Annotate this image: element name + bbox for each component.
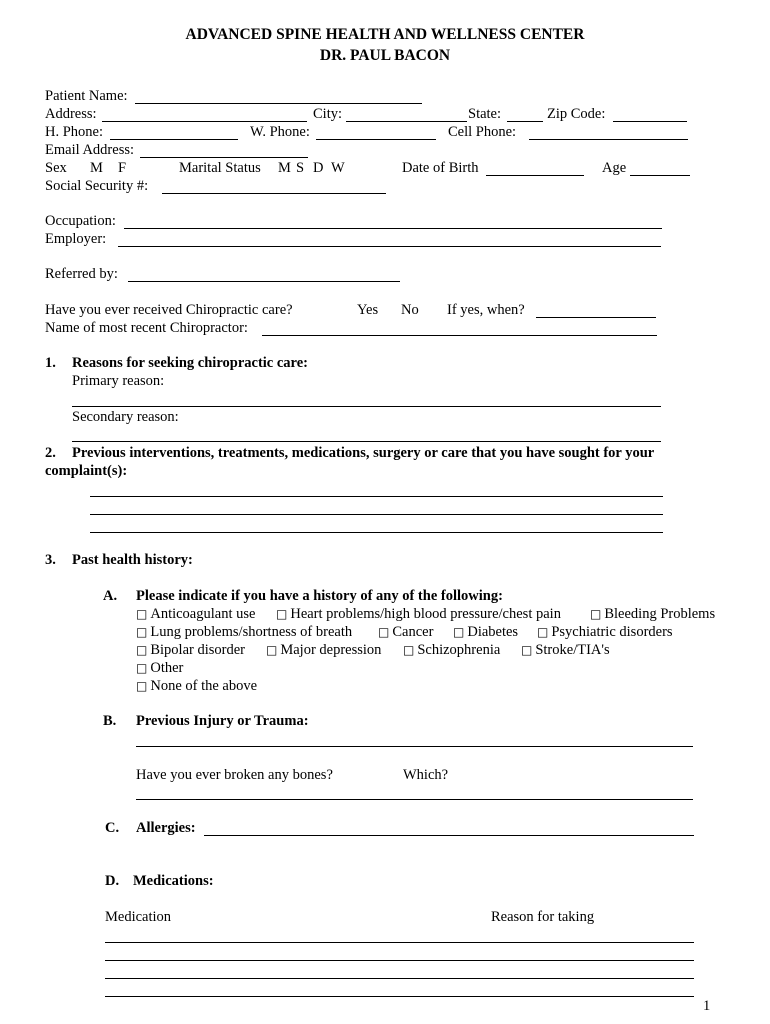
secondary-reason-label: Secondary reason: (72, 409, 179, 425)
checkbox-icon: □ (537, 625, 549, 639)
medication-field-4[interactable] (107, 979, 692, 997)
condition-other[interactable]: □ Other (136, 660, 184, 676)
section-1-number: 1. (45, 355, 56, 371)
sex-label: Sex (45, 160, 67, 176)
recent-chiro-field[interactable] (264, 318, 655, 336)
condition-schizophrenia[interactable]: □ Schizophrenia (403, 642, 501, 658)
prior-chiro-no-option[interactable]: No (401, 302, 419, 318)
checkbox-icon: □ (521, 643, 533, 657)
section-1-title: Reasons for seeking chiropractic care: (72, 355, 308, 371)
checkbox-icon: □ (136, 643, 148, 657)
allergies-field[interactable] (206, 818, 692, 836)
section-2-number: 2. (45, 445, 56, 461)
dob-field[interactable] (488, 158, 582, 176)
medication-field-1[interactable] (107, 925, 692, 943)
ssn-label: Social Security #: (45, 178, 149, 194)
section-3-number: 3. (45, 552, 56, 568)
condition-none[interactable]: □ None of the above (136, 678, 258, 694)
email-field[interactable] (142, 140, 306, 158)
condition-cancer[interactable]: □ Cancer (378, 624, 434, 640)
occupation-field[interactable] (126, 211, 660, 229)
age-field[interactable] (632, 158, 688, 176)
subsection-a-title: Please indicate if you have a history of any of the following: (136, 588, 503, 604)
reason-column-header: Reason for taking (491, 909, 595, 925)
checkbox-icon: □ (590, 607, 602, 621)
form-subtitle: DR. PAUL BACON (319, 47, 451, 64)
primary-reason-label: Primary reason: (72, 373, 165, 389)
age-label: Age (602, 160, 627, 176)
marital-option-widowed[interactable]: W (331, 160, 345, 176)
condition-diabetes[interactable]: □ Diabetes (453, 624, 519, 640)
checkbox-icon: □ (136, 607, 148, 621)
marital-option-divorced[interactable]: D (313, 160, 324, 176)
sex-option-f[interactable]: F (118, 160, 127, 176)
checkbox-icon: □ (403, 643, 415, 657)
interventions-field-3[interactable] (92, 515, 661, 533)
address-field[interactable] (104, 104, 304, 122)
employer-label: Employer: (45, 231, 107, 247)
condition-major-depression[interactable]: □ Major depression (266, 642, 382, 658)
secondary-reason-field[interactable] (74, 424, 659, 442)
condition-anticoagulant[interactable]: □ Anticoagulant use (136, 606, 256, 622)
subsection-a-letter: A. (103, 588, 118, 604)
marital-option-single[interactable]: S (296, 160, 305, 176)
cell-phone-field[interactable] (531, 122, 686, 140)
condition-psychiatric[interactable]: □ Psychiatric disorders (537, 624, 673, 640)
checkbox-icon: □ (136, 625, 148, 639)
city-field[interactable] (348, 104, 465, 122)
occupation-label: Occupation: (45, 213, 116, 229)
subsection-c-title: Allergies: (136, 820, 196, 836)
sex-option-m[interactable]: M (90, 160, 103, 176)
medication-column-header: Medication (105, 909, 172, 925)
ssn-field[interactable] (164, 176, 384, 194)
zip-label: Zip Code: (547, 106, 606, 122)
broken-bones-which-label: Which? (403, 767, 449, 783)
subsection-b-letter: B. (103, 713, 117, 729)
referred-by-label: Referred by: (45, 266, 118, 282)
section-2-title-continued: complaint(s): (45, 463, 128, 479)
checkbox-icon: □ (136, 679, 148, 693)
work-phone-field[interactable] (318, 122, 434, 140)
cell-phone-label: Cell Phone: (448, 124, 517, 140)
subsection-c-letter: C. (105, 820, 120, 836)
condition-heart-problems[interactable]: □ Heart problems/high blood pressure/chest pain (276, 606, 561, 622)
subsection-d-letter: D. (105, 873, 120, 889)
patient-name-field[interactable] (137, 86, 420, 104)
prior-chiro-yes-option[interactable]: Yes (357, 302, 379, 318)
dob-label: Date of Birth (402, 160, 479, 176)
condition-bleeding-problems[interactable]: □ Bleeding Problems (590, 606, 716, 622)
interventions-field-1[interactable] (92, 479, 661, 497)
city-label: City: (313, 106, 343, 122)
section-2-title: Previous interventions, treatments, medications, surgery or care that you have sought for your (72, 445, 655, 461)
checkbox-icon: □ (378, 625, 390, 639)
prior-chiro-when-label: If yes, when? (447, 302, 525, 318)
interventions-field-2[interactable] (92, 497, 661, 515)
patient-name-label: Patient Name: (45, 88, 128, 104)
work-phone-label: W. Phone: (250, 124, 310, 140)
checkbox-icon: □ (266, 643, 278, 657)
email-label: Email Address: (45, 142, 135, 158)
state-field[interactable] (508, 104, 542, 122)
home-phone-field[interactable] (112, 122, 236, 140)
medication-field-3[interactable] (107, 961, 692, 979)
condition-lung-problems[interactable]: □ Lung problems/shortness of breath (136, 624, 353, 640)
prior-chiro-question: Have you ever received Chiropractic care? (45, 302, 293, 318)
medication-field-2[interactable] (107, 943, 692, 961)
injury-field[interactable] (138, 729, 691, 747)
page-number: 1 (703, 998, 711, 1014)
state-label: State: (468, 106, 502, 122)
section-3-title: Past health history: (72, 552, 193, 568)
broken-bones-question: Have you ever broken any bones? (136, 767, 333, 783)
marital-status-label: Marital Status (179, 160, 261, 176)
subsection-b-title: Previous Injury or Trauma: (136, 713, 309, 729)
checkbox-icon: □ (276, 607, 288, 621)
condition-bipolar[interactable]: □ Bipolar disorder (136, 642, 245, 658)
address-label: Address: (45, 106, 97, 122)
marital-option-married[interactable]: M (278, 160, 291, 176)
broken-bones-field[interactable] (138, 782, 691, 800)
primary-reason-field[interactable] (74, 389, 659, 407)
checkbox-icon: □ (136, 661, 148, 675)
checkbox-icon: □ (453, 625, 465, 639)
recent-chiro-label: Name of most recent Chiropractor: (45, 320, 248, 336)
referred-by-field[interactable] (130, 264, 398, 282)
form-title: ADVANCED SPINE HEALTH AND WELLNESS CENTER (185, 26, 585, 43)
condition-stroke-tia[interactable]: □ Stroke/TIA's (521, 642, 610, 658)
zip-field[interactable] (614, 104, 686, 122)
prior-chiro-when-field[interactable] (538, 300, 654, 318)
employer-field[interactable] (120, 229, 659, 247)
home-phone-label: H. Phone: (45, 124, 103, 140)
subsection-d-title: Medications: (133, 873, 214, 889)
